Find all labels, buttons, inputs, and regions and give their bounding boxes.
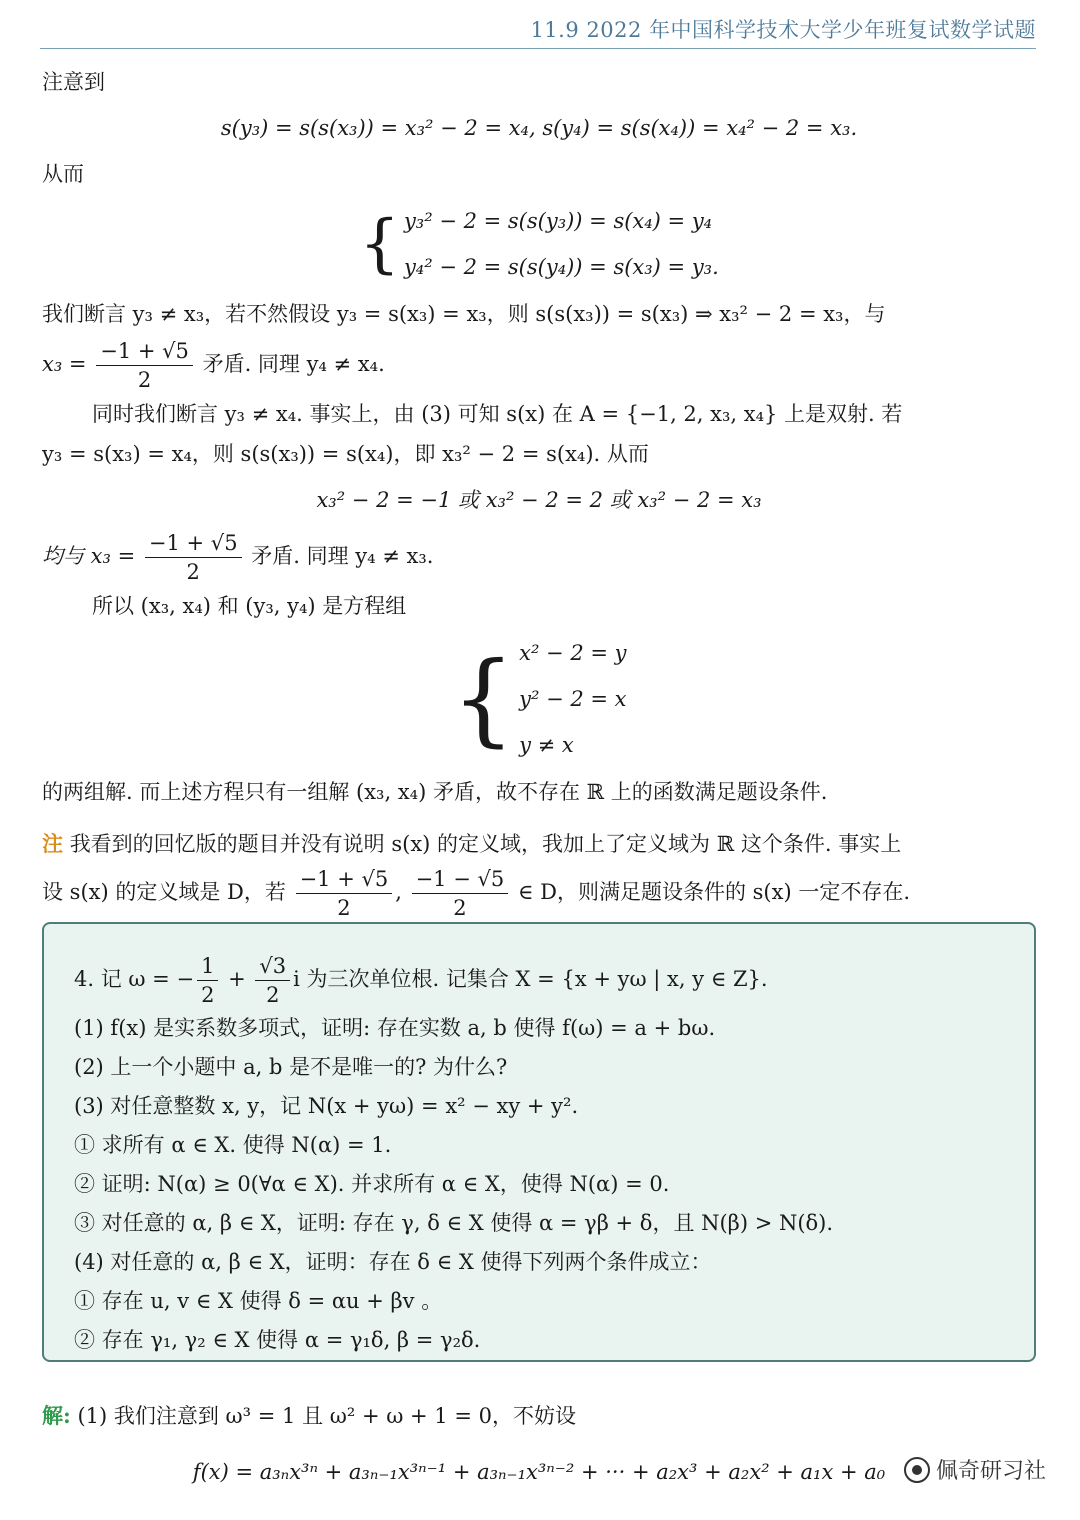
system-2-line-3: y ≠ x [519,733,574,757]
problem-line-7: (4) 对任意的 α, β ∈ X，证明：存在 δ ∈ X 使得下列两个条件成立： [74,1250,712,1274]
frac-numerator: −1 + √5 [296,865,393,894]
system-1-line-2: y₄² − 2 = s(s(y₄)) = s(x₃) = y₃. [403,255,719,279]
note-text-2: 设 s(x) 的定义域是 D，若 [42,880,286,904]
note-tag: 注 [42,831,63,856]
problem-intro-rest: i 为三次单位根. 记集合 X = {x + yω | x, y ∈ Z}. [293,967,768,991]
system-2 [42,630,1036,768]
problem-frac-1 [197,952,218,1009]
note-text-1: 我看到的回忆版的题目并没有说明 s(x) 的定义域，我加上了定义域为 ℝ 这个条件. 事实上 [69,832,902,856]
frac-denominator: 2 [266,983,280,1007]
brace-icon: { [451,640,516,757]
problem-box [42,922,1036,1362]
problem-statement: 4. 记 ω = − $\frac{1}{2}$ + $\frac{√3}{2}$ i 为三次单位根. 记集合 X = {x + yω | x, y ∈ Z}. [74,954,768,1007]
frac-numerator: −1 + √5 [145,529,242,558]
problem-line-2: (2) 上一个小题中 a, b 是不是唯一的? 为什么? [74,1055,508,1079]
para-conclusion: 的两组解. 而上述方程只有一组解 (x₃, x₄) 矛盾，故不存在 ℝ 上的函数满足题设条件. [42,780,828,804]
solution-intro [42,1396,1036,1436]
frac-denominator: 2 [201,983,215,1007]
system-1 [42,198,1036,290]
system-2-line-2: y² − 2 = x [519,687,627,711]
note-fraction-2 [412,865,509,922]
frac-numerator: −1 + √5 [96,337,193,366]
note-fraction-1 [296,865,393,922]
para-note-1: 注意到 [42,70,105,94]
equation-1: s(y₃) = s(s(x₃)) = x₃² − 2 = x₄, s(y₄) = s(s(x₄)) = x₄² − 2 = x₃. [220,116,858,140]
problem-line-6: ③ 对任意的 α, β ∈ X，证明: 存在 γ, δ ∈ X 使得 α = γβ + δ，且 N(β) > N(δ). [74,1211,834,1235]
x3-label: x₃ = [42,352,87,376]
brace-icon: { [359,207,400,281]
fraction-root-2 [145,529,242,586]
para-system-intro: 所以 (x₃, x₄) 和 (y₃, y₄) 是方程组 [92,594,407,618]
problem-line-9: ② 存在 γ₁, γ₂ ∈ X 使得 α = γ₁δ, β = γ₂δ. [74,1328,481,1352]
system-2-line-1: x² − 2 = y [519,641,627,665]
solution-text: (1) 我们注意到 ω³ = 1 且 ω² + ω + 1 = 0，不妨设 [77,1404,576,1428]
para-claim-1a: 我们断言 y₃ ≠ x₃，若不然假设 y₃ = s(x₃) = x₃，则 s(s(x₃)) = s(x₃) ⇒ x₃² − 2 = x₃，与 [42,302,886,326]
frac-numerator: √3 [255,952,290,981]
problem-line-3: (3) 对任意整数 x, y，记 N(x + yω) = x² − xy + y². [74,1094,579,1118]
problem-line-4: ① 求所有 α ∈ X. 使得 N(α) = 1. [74,1133,392,1157]
para-contradiction [42,526,1036,586]
frac-numerator: 1 [197,952,218,981]
problem-line-8: ① 存在 u, v ∈ X 使得 δ = αu + βv 。 [74,1289,443,1313]
frac-denominator: 2 [137,368,152,392]
claim-1-conclusion: 矛盾. 同理 y₄ ≠ x₄. [202,352,385,376]
running-header: 11.9 2022 年中国科学技术大学少年班复试数学试题 [40,14,1036,49]
solution-tag: 解: [42,1403,71,1428]
para-remark-1 [42,824,1036,864]
frac-denominator: 2 [453,896,467,920]
fraction-root [96,337,193,394]
problem-line-1: (1) f(x) 是实系数多项式，证明: 存在实数 a, b 使得 f(ω) = a + bω. [74,1016,716,1040]
watermark [904,1454,1046,1485]
frac-denominator: 2 [337,896,351,920]
main-content [42,62,1036,922]
solution-section [42,1396,1036,1498]
wechat-icon [904,1457,930,1483]
para-claim-1b [42,334,1036,394]
solution-equation: f(x) = a₃ₙx³ⁿ + a₃ₙ₋₁x³ⁿ⁻¹ + a₃ₙ₋₁x³ⁿ⁻² + ··· + a₂x³ + a₂x² + a₁x + a₀ [192,1460,886,1484]
watermark-text: 佩奇研习社 [935,1459,1046,1484]
note-text-3: ∈ D，则满足题设条件的 s(x) 一定不存在. [517,880,911,904]
system-1-line-1: y₃² − 2 = s(s(y₃)) = s(x₄) = y₄ [403,209,713,233]
problem-line-5: ② 证明: N(α) ≥ 0(∀α ∈ X). 并求所有 α ∈ X，使得 N(α) = 0. [74,1172,670,1196]
frac-numerator: −1 − √5 [412,865,509,894]
problem-frac-2 [255,952,290,1009]
equation-2: x₃² − 2 = −1 或 x₃² − 2 = 2 或 x₃² − 2 = x₃ [316,488,762,512]
problem-intro: 4. 记 ω = − [74,967,195,991]
para-therefore: 从而 [42,162,84,186]
contradiction-conclusion: 矛盾. 同理 y₄ ≠ x₃. [251,544,434,568]
para-claim-2a: 同时我们断言 y₃ ≠ x₄. 事实上，由 (3) 可知 s(x) 在 A = {−1, 2, x₃, x₄} 上是双射. 若 [92,402,903,426]
frac-denominator: 2 [186,560,200,584]
para-remark-2: 设 s(x) 的定义域是 D，若 $\frac{-1 + √5}{2}$ , $\frac{-1 - √5}{2}$ ∈ D，则满足题设条件的 s(x) 一定不存在. [42,867,911,920]
x3-label-2: 均与 x₃ = [42,544,136,568]
para-claim-2b: y₃ = s(x₃) = x₄，则 s(s(x₃)) = s(x₄)，即 x₃² − 2 = s(x₄). 从而 [42,442,649,466]
